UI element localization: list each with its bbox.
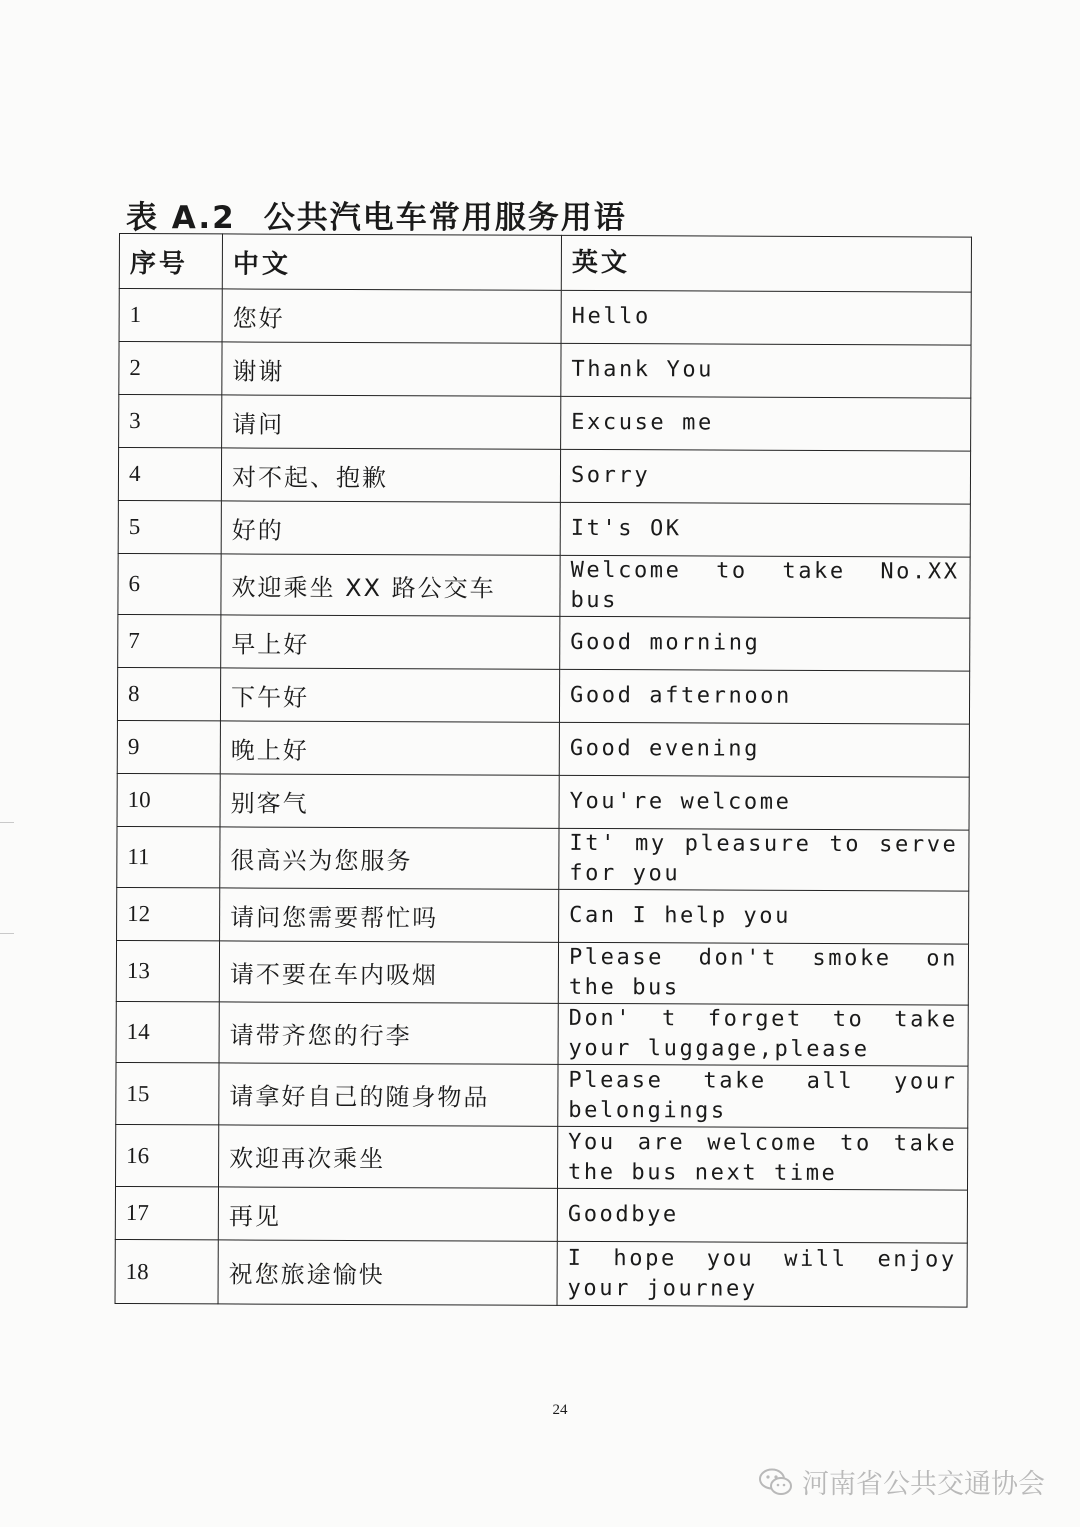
- table-row: [118, 500, 970, 557]
- row-number: 16: [116, 1124, 219, 1186]
- row-chinese: 对不起、抱歉: [221, 448, 560, 502]
- scan-edge-mark: [0, 933, 14, 934]
- table-title-code: 表 A.2: [126, 200, 236, 236]
- wechat-icon: [758, 1467, 794, 1497]
- row-english: It' my pleasure to serve for you: [559, 828, 969, 891]
- row-chinese: 请问: [222, 395, 561, 449]
- row-number: 8: [117, 667, 220, 720]
- table-row: [117, 826, 969, 891]
- header-num: 序号: [119, 234, 222, 289]
- table-row: [117, 720, 969, 777]
- row-english: Welcome to take No.XX bus: [560, 555, 970, 618]
- row-english: You're welcome: [559, 775, 969, 830]
- row-number: 12: [117, 887, 220, 940]
- table-row: [115, 1239, 967, 1307]
- table-row: [117, 667, 969, 724]
- row-chinese: 再见: [218, 1187, 557, 1241]
- scan-edge-mark: [0, 822, 14, 823]
- row-number: 3: [119, 395, 222, 448]
- row-chinese: 晚上好: [220, 721, 559, 775]
- row-number: 18: [115, 1239, 218, 1303]
- row-number: 13: [116, 940, 219, 1001]
- table-row: [116, 1124, 968, 1190]
- row-english: Please take all your belongings: [558, 1064, 968, 1128]
- row-number: 4: [118, 448, 221, 501]
- row-chinese: 下午好: [220, 668, 559, 722]
- row-chinese: 请不要在车内吸烟: [219, 941, 558, 1003]
- table-row: [116, 1001, 968, 1066]
- row-number: 6: [118, 553, 221, 614]
- table-row: [115, 1186, 967, 1243]
- table-title-text: 公共汽电车常用服务用语: [263, 200, 627, 236]
- row-number: 5: [118, 500, 221, 553]
- table-row: [118, 448, 970, 505]
- row-chinese: 别客气: [220, 774, 559, 828]
- row-chinese: 您好: [222, 289, 561, 343]
- row-english: Excuse me: [561, 396, 971, 451]
- row-english: Good evening: [559, 722, 969, 777]
- service-phrases-table: [115, 233, 972, 1308]
- table-row: [118, 614, 970, 671]
- row-english: You are welcome to take the bus next time: [558, 1126, 968, 1190]
- table-row: [117, 887, 969, 944]
- row-chinese: 谢谢: [222, 342, 561, 396]
- header-zh: 中文: [222, 234, 561, 290]
- row-english: Good afternoon: [559, 669, 969, 724]
- header-en: 英文: [561, 235, 971, 292]
- table-row: [116, 1062, 968, 1128]
- row-chinese: 很高兴为您服务: [220, 827, 559, 889]
- row-chinese: 好的: [221, 501, 560, 555]
- row-chinese: 早上好: [221, 615, 560, 669]
- row-english: Don' t forget to take your luggage,please: [558, 1003, 968, 1066]
- watermark: [758, 1462, 1045, 1501]
- watermark-text: 河南省公共交通协会: [802, 1469, 1045, 1500]
- row-chinese: 欢迎乘坐 XX 路公交车: [221, 554, 560, 616]
- table-row: [119, 289, 971, 346]
- table-row: [118, 553, 970, 618]
- row-english: Thank You: [561, 343, 971, 398]
- row-chinese: 请问您需要帮忙吗: [220, 888, 559, 942]
- table-row: [117, 773, 969, 830]
- row-english: Sorry: [560, 449, 970, 504]
- table-row: [119, 342, 971, 399]
- table-row: [119, 395, 971, 452]
- row-english: Please don't smoke on the bus: [558, 942, 968, 1005]
- row-number: 17: [115, 1186, 218, 1239]
- row-number: 14: [116, 1001, 219, 1062]
- row-english: Good morning: [560, 616, 970, 671]
- row-english: Hello: [561, 290, 971, 345]
- table-header-row: [119, 234, 971, 293]
- row-number: 9: [117, 720, 220, 773]
- row-number: 15: [116, 1062, 219, 1124]
- row-chinese: 祝您旅途愉快: [218, 1240, 557, 1305]
- row-english: Goodbye: [557, 1188, 967, 1243]
- table-title: [126, 192, 627, 237]
- row-english: Can I help you: [559, 889, 969, 944]
- row-number: 11: [117, 826, 220, 887]
- table-row: [116, 940, 968, 1005]
- row-english: It's OK: [560, 502, 970, 557]
- row-number: 7: [118, 614, 221, 667]
- page-number: 24: [552, 1402, 568, 1418]
- row-number: 10: [117, 773, 220, 826]
- row-chinese: 欢迎再次乘坐: [219, 1125, 558, 1188]
- row-number: 1: [119, 289, 222, 342]
- row-chinese: 请带齐您的行李: [219, 1002, 558, 1064]
- row-chinese: 请拿好自己的随身物品: [219, 1063, 558, 1126]
- row-english: I hope you will enjoy your journey: [557, 1241, 967, 1307]
- row-number: 2: [119, 342, 222, 395]
